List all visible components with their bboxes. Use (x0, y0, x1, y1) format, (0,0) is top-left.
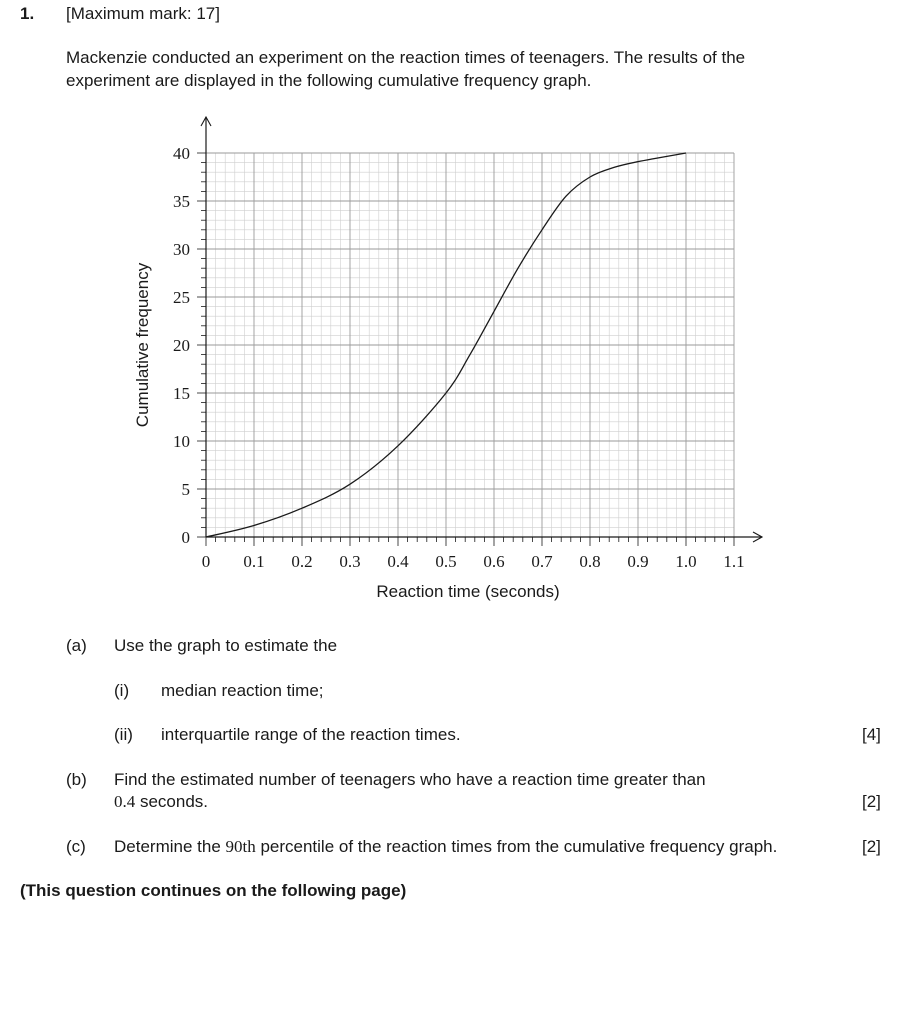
part-a-text: Use the graph to estimate the (114, 636, 338, 655)
y-tick-label: 30 (173, 240, 190, 259)
y-tick-label: 20 (173, 336, 190, 355)
part-b-text-line2 (114, 792, 208, 812)
y-tick-label: 25 (173, 288, 190, 307)
part-b-label: (b) (66, 770, 87, 789)
part-c-text-before: Determine the (114, 837, 226, 856)
intro-line-1: Mackenzie conducted an experiment on the reaction times of teenagers. The results of the (66, 48, 746, 67)
part-a-ii-label: (ii) (114, 725, 133, 744)
y-tick-label: 15 (173, 384, 190, 403)
continuation-note: (This question continues on the following page) (20, 881, 407, 900)
x-tick-label: 0 (201, 552, 211, 571)
part-a-i-label: (i) (114, 681, 130, 700)
part-b-value: 0.4 (114, 792, 136, 811)
y-tick-label: 10 (173, 432, 190, 451)
x-tick-label: 0.2 (291, 552, 313, 571)
part-c-marks: [2] (862, 837, 881, 856)
part-a-ii-text: interquartile range of the reaction times. (161, 725, 461, 744)
axes (201, 117, 762, 542)
x-tick-label: 1.0 (675, 552, 697, 571)
x-tick-label: 0.1 (243, 552, 265, 571)
part-c-label: (c) (66, 837, 86, 856)
x-tick-label: 0.9 (627, 552, 649, 571)
part-a-marks: [4] (862, 725, 881, 744)
x-tick-label: 1.1 (723, 552, 745, 571)
x-tick-label: 0.7 (531, 552, 553, 571)
y-tick-labels (173, 144, 190, 547)
x-tick-label: 0.3 (339, 552, 361, 571)
part-b-text-line1: Find the estimated number of teenagers who have a reaction time greater than (114, 770, 706, 789)
part-c-value: 90th (225, 837, 256, 856)
part-b-text-rest: seconds. (135, 792, 209, 811)
part-c-text (114, 837, 777, 857)
part-a-label: (a) (66, 636, 87, 655)
question-number: 1. (20, 4, 35, 23)
intro-line-2: experiment are displayed in the following cumulative frequency graph. (66, 71, 592, 90)
y-tick-label: 40 (173, 144, 190, 163)
y-tick-label: 5 (181, 480, 190, 499)
x-axis-title: Reaction time (seconds) (376, 582, 560, 601)
max-mark: [Maximum mark: 17] (66, 4, 220, 23)
part-a-i-text: median reaction time; (161, 681, 324, 700)
x-tick-label: 0.5 (435, 552, 457, 571)
part-c-text-after: percentile of the reaction times from the cumulative frequency graph. (255, 837, 778, 856)
y-tick-label: 35 (173, 192, 190, 211)
x-tick-label: 0.8 (579, 552, 601, 571)
x-tick-label: 0.4 (387, 552, 409, 571)
y-tick-label: 0 (181, 528, 190, 547)
y-axis-title: Cumulative frequency (133, 262, 152, 428)
part-b-marks: [2] (862, 792, 881, 811)
x-tick-labels (202, 552, 745, 571)
x-tick-label: 0.6 (483, 552, 505, 571)
